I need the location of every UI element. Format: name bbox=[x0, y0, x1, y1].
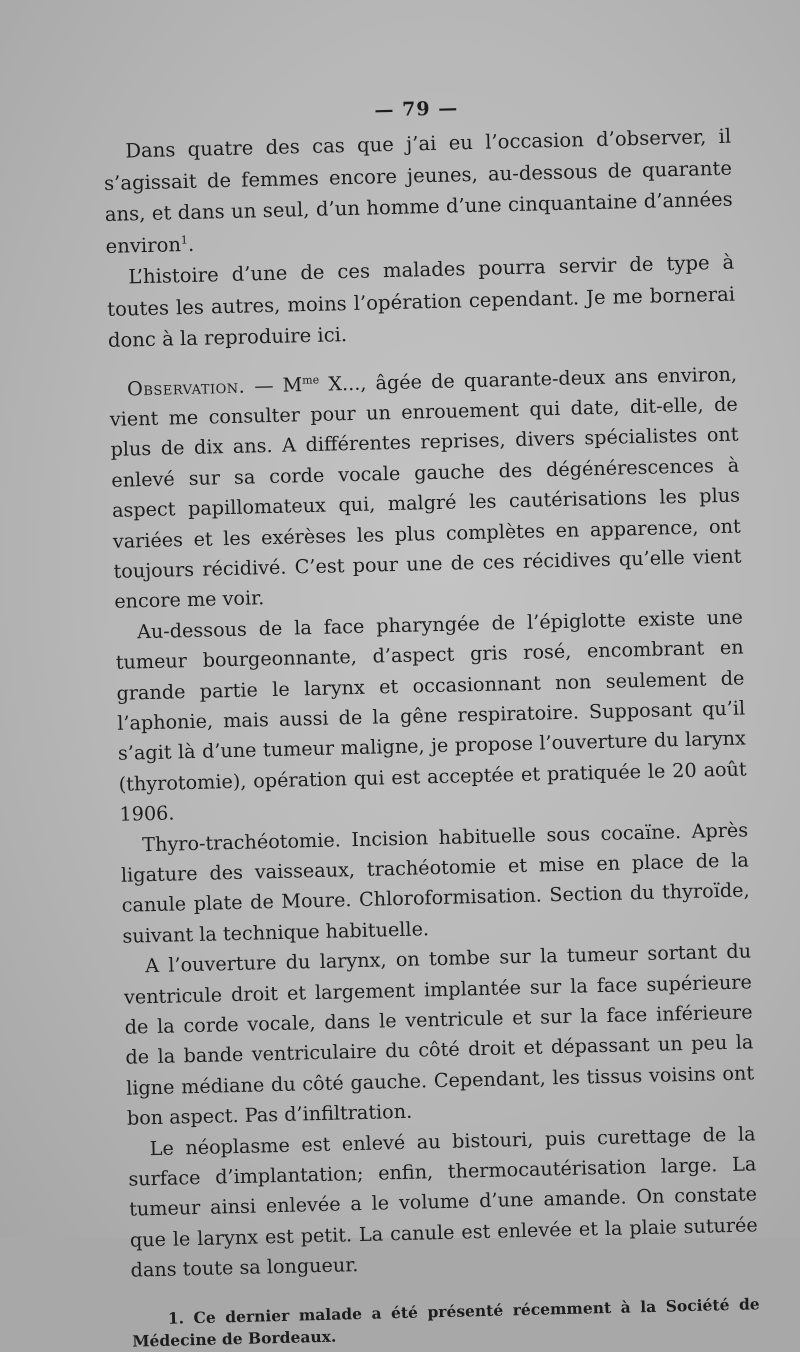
paragraph-intro bbox=[103, 121, 734, 262]
paragraph-procedure: Thyro-trachéotomie. Incision habituelle sous cocaïne. Après ligature des vaisseaux, trachéotomie et mise en place de la canule plate de Moure. Chloroformisation. Section du thyroïde, suivant la technique habituelle. bbox=[120, 818, 750, 948]
paragraph-observation bbox=[109, 359, 743, 618]
page-number: — 79 — bbox=[374, 97, 459, 122]
paragraph-intro-end: . bbox=[187, 232, 195, 256]
paragraph-larynx-opening: A l’ouverture du larynx, on tombe sur la tumeur sortant du ventricule droit et largement implantée sur la face supérieure de la corde vocale, dans le ventricule et sur la face inférieure de la bande ventriculaire du côté droit et dépassant un peu la ligne médiane du côté gauche. Cependant, les tissus voisins ont bon aspect. Pas d’infiltration. bbox=[123, 939, 755, 1130]
footnote-reference: 1 bbox=[180, 232, 188, 247]
observation-label: Observation. bbox=[126, 374, 246, 400]
observation-dash: — M bbox=[244, 372, 303, 398]
paragraph-intro-text: Dans quatre des cas que j’ai eu l’occasion d’observer, il s’agissait de femmes encore jeunes, au-dessous de quarante ans, et dans un seul, d’un homme d’une cinquantaine d’années environ bbox=[103, 124, 733, 258]
observation-title-superscript: me bbox=[302, 372, 320, 387]
observation-text: X..., âgée de quarante-deux ans environ, vient me consulter pour un enrouement qui date, dit-elle, de plus de dix ans. A différentes reprises, divers spécialistes ont enlevé sur sa corde vocale gauche des dégénérescences à aspect papillomateux qui, malgré les cautérisations les plus variées et les exérèses les plus complètes en apparence, ont toujours récidivé. C’est pour une de ces récidives qu’elle vient encore me voir. bbox=[109, 362, 742, 614]
footnote: 1. Ce dernier malade a été présenté récemment à la Société de Médecine de Bordeaux. bbox=[132, 1293, 760, 1351]
page-text-block bbox=[102, 83, 760, 1352]
paragraph-tumor-description: Au-dessous de la face pharyngée de l’épiglotte existe une tumeur bourgeonnante, d’aspect gris rosé, encombrant en grande partie le larynx et occasionnant non seulement de l’aphonie, mais aussi de la gêne respiratoire. Supposant qu’il s’agit là d’une tumeur maligne, je propose l’ouverture du larynx (thyrotomie), opération qui est acceptée et pratiquée le 20 août 1906. bbox=[115, 605, 747, 826]
paragraph-history: L’histoire d’une de ces malades pourra servir de type à toutes les autres, moins l’opération cependant. Je me bornerai donc à la reproduire ici. bbox=[106, 250, 736, 352]
paragraph-excision: Le néoplasme est enlevé au bistouri, puis curettage de la surface d’implantation; enfin, thermocautérisation large. La tumeur ainsi enlevée a le volume d’une amande. On constate que le larynx est petit. La canule est enlevée et la plaie suturée dans toute sa longueur. bbox=[128, 1122, 759, 1282]
